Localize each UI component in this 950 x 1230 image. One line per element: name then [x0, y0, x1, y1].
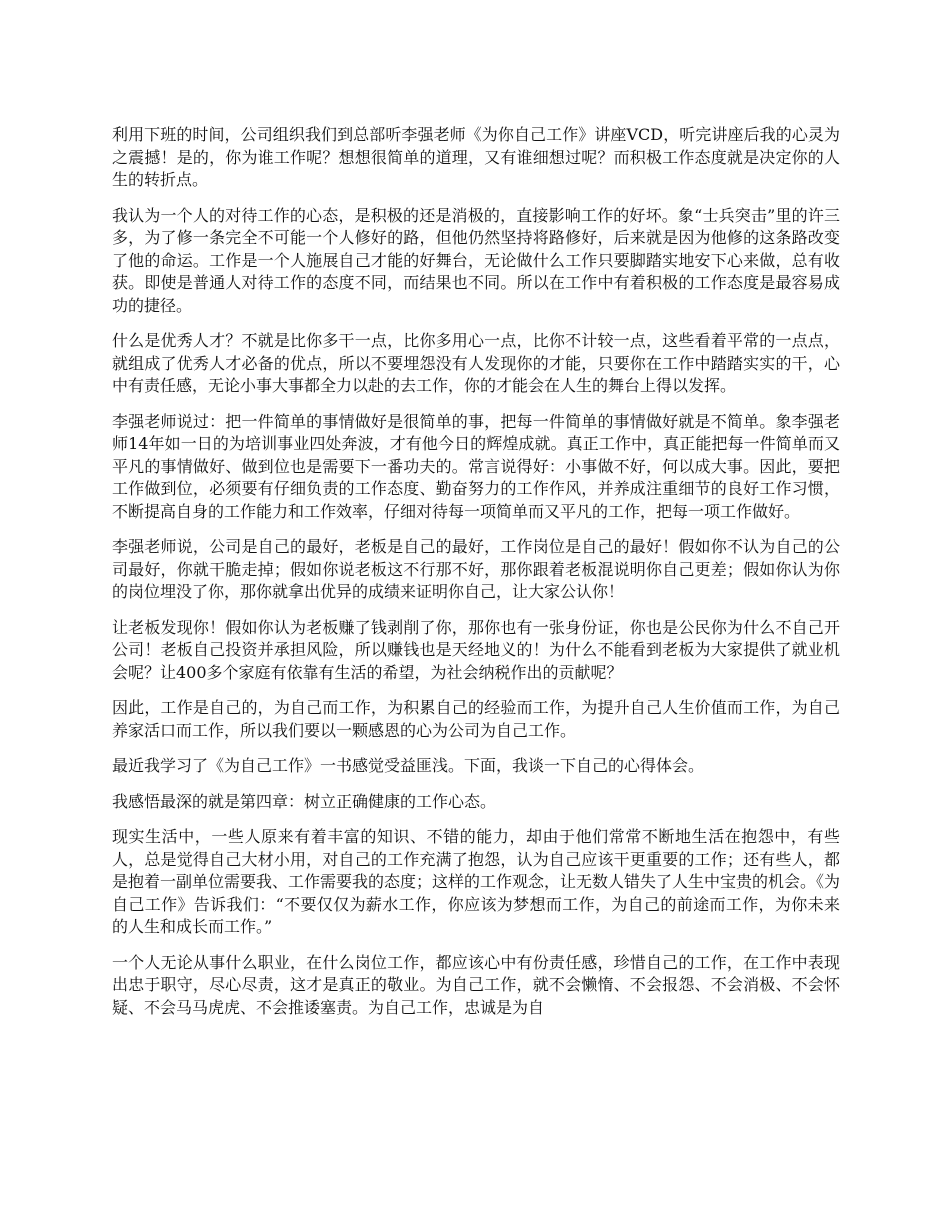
- paragraph-8: 最近我学习了《为自己工作》一书感觉受益匪浅。下面，我谈一下自己的心得体会。: [112, 756, 705, 775]
- paragraph-2: 我认为一个人的对待工作的心态，是积极的还是消极的，直接影响工作的好坏。象“士兵突击”里的许三多，为了修一条完全不可能一个人修好的路，但他仍然坚持将路修好，后来就是因为他修的这条路改变了他的命运。工作是一个人施展自己才能的好舞台，无论做什么工作只要脚踏实地安下心来做，总有收获。即使是普通人对待工作的态度不同，而结果也不同。所以在工作中有着积极的工作态度是最容易成功的捷径。: [112, 205, 840, 315]
- paragraph-10: 现实生活中，一些人原来有着丰富的知识、不错的能力，却由于他们常常不断地生活在抱怨中，有些人，总是觉得自己大材小用，对自己的工作充满了抱怨，认为自己应该干更重要的工作；还有些人，都是抱着一副单位需要我、工作需要我的态度；这样的工作观念，让无数人错失了人生中宝贵的机会。《为自己工作》告诉我们：“不要仅仅为薪水工作，你应该为梦想而工作，为自己的前途而工作，为你未来的人生和成长而工作。”: [112, 827, 841, 936]
- paragraph-3: 什么是优秀人才？不就是比你多干一点，比你多用心一点，比你不计较一点，这些看着平常的一点点，就组成了优秀人才必备的优点，所以不要埋怨没有人发现你的才能，只要你在工作中踏踏实实的干，心中有责任感，无论小事大事都全力以赴的去工作，你的才能会在人生的舞台上得以发挥。: [112, 331, 840, 395]
- paragraph-1: 利用下班的时间，公司组织我们到总部听李强老师《为你自己工作》讲座VCD，听完讲座后我的心灵为之震撼！是的，你为谁工作呢？想想很简单的道理，又有谁细想过呢？而积极工作态度就是决定你的人生的转折点。: [112, 125, 840, 189]
- paragraph-5: 李强老师说，公司是自己的最好，老板是自己的最好，工作岗位是自己的最好！假如你不认为自己的公司最好，你就干脆走掉；假如你说老板这不行那不好，那你跟着老板混说明你自己更差；假如你认为你的岗位埋没了你，那你就拿出优异的成绩来证明你自己，让大家公认你！: [112, 537, 840, 601]
- paragraph-6: 让老板发现你！假如你认为老板赚了钱剥削了你，那你也有一张身份证，你也是公民你为什么不自己开公司！老板自己投资并承担风险，所以赚钱也是天经地义的！为什么不能看到老板为大家提供了就业机会呢？让400多个家庭有依靠有生活的希望，为社会纳税作出的贡献呢？: [112, 617, 840, 682]
- paragraph-11: 一个人无论从事什么职业，在什么岗位工作，都应该心中有份责任感，珍惜自己的工作，在工作中表现出忠于职守，尽心尽责，这才是真正的敬业。为自己工作，就不会懒惰、不会报怨、不会消极、不会怀疑、不会马马虎虎、不会推诿塞责。为自己工作，忠诚是为自: [112, 952, 840, 1017]
- document-page: [112, 124, 840, 1032]
- paragraph-4: 李强老师说过：把一件简单的事情做好是很简单的事，把每一件简单的事情做好就是不简单。象李强老师14年如一日的为培训事业四处奔波，才有他今日的辉煌成就。真正工作中，真正能把每一件简单而又平凡的事情做好、做到位也是需要下一番功夫的。常言说得好：小事做不好，何以成大事。因此，要把工作做到位，必须要有仔细负责的工作态度、勤奋努力的工作作风，并养成注重细节的良好工作习惯，不断提高自身的工作能力和工作效率，仔细对待每一项简单而又平凡的工作，把每一项工作做好。: [112, 411, 840, 521]
- paragraph-9: 我感悟最深的就是第四章：树立正确健康的工作心态。: [112, 791, 497, 811]
- paragraph-7: 因此，工作是自己的，为自己而工作，为积累自己的经验而工作，为提升自己人生价值而工作，为自己养家活口而工作，所以我们要以一颗感恩的心为公司为自己工作。: [112, 698, 840, 740]
